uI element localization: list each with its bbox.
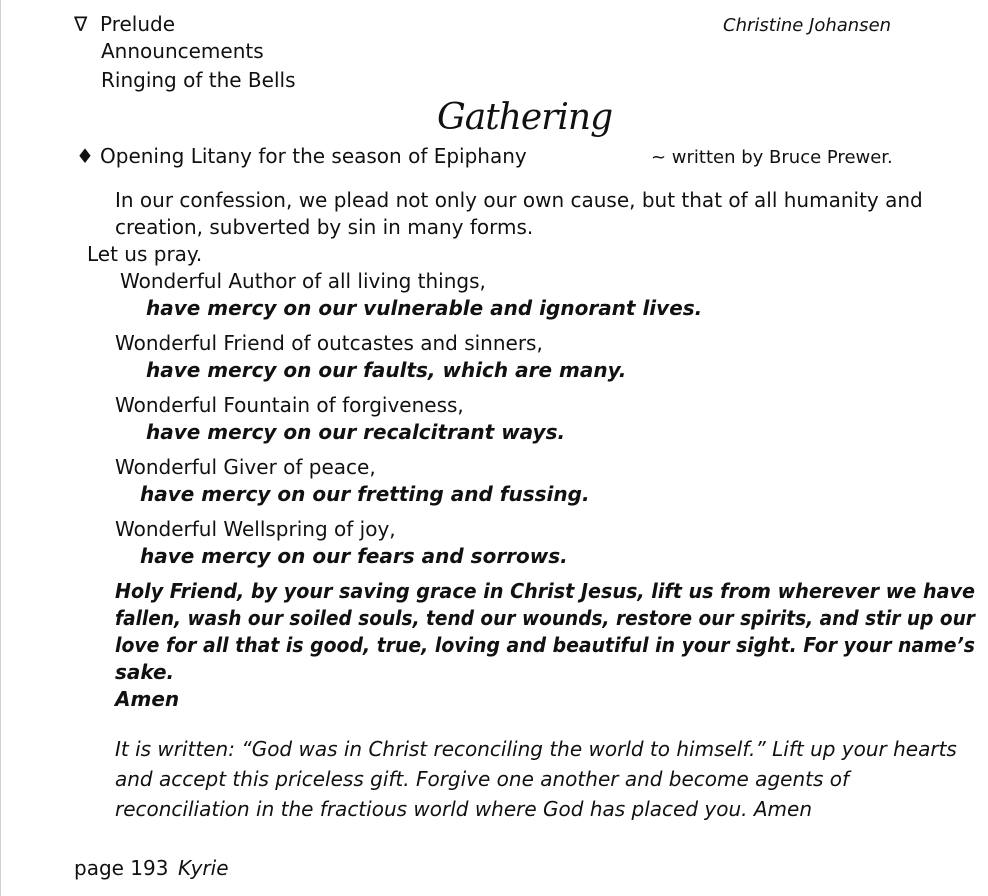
prelude-marker: ∇	[74, 12, 88, 36]
prayer-amen: Amen	[115, 687, 180, 711]
section-heading: Gathering	[437, 97, 613, 138]
leader-line-3: Wonderful Fountain of forgiveness,	[115, 393, 464, 417]
assurance-line-3: reconciliation in the fractious world where God has placed you. Amen	[115, 797, 813, 821]
prayer-line-2: fallen, wash our soiled souls, tend our wounds, restore our spirits, and stir up our	[115, 606, 975, 630]
hymnal-page-ref: page 193	[74, 856, 169, 880]
intro-line-2: creation, subverted by sin in many forms.	[115, 215, 534, 239]
leader-line-1: Wonderful Author of all living things,	[120, 269, 486, 293]
prayer-line-3: love for all that is good, true, loving and beautiful in your sight. For your name’s	[115, 633, 975, 657]
leader-line-5: Wonderful Wellspring of joy,	[115, 517, 396, 541]
prayer-line-4: sake.	[115, 660, 175, 684]
leader-line-2: Wonderful Friend of outcastes and sinners,	[115, 331, 543, 355]
prayer-line-1: Holy Friend, by your saving grace in Christ Jesus, lift us from wherever we have	[115, 579, 976, 603]
people-response-2: have mercy on our faults, which are many.	[146, 358, 627, 382]
intro-line-1: In our confession, we plead not only our own cause, but that of all humanity and	[115, 188, 923, 212]
assurance-line-2: and accept this priceless gift. Forgive one another and become agents of	[115, 767, 850, 791]
people-response-4: have mercy on our fretting and fussing.	[140, 482, 590, 506]
people-response-3: have mercy on our recalcitrant ways.	[146, 420, 566, 444]
announcements-label: Announcements	[101, 39, 264, 63]
prelude-label: Prelude	[100, 12, 176, 36]
people-response-5: have mercy on our fears and sorrows.	[140, 544, 568, 568]
prelude-performer: Christine Johansen	[723, 15, 892, 36]
let-us-pray: Let us pray.	[87, 242, 203, 266]
leader-line-4: Wonderful Giver of peace,	[115, 455, 376, 479]
next-item-kyrie: Kyrie	[178, 856, 229, 880]
litany-title: Opening Litany for the season of Epiphany	[100, 144, 527, 168]
people-response-1: have mercy on our vulnerable and ignorant lives.	[146, 296, 703, 320]
bells-label: Ringing of the Bells	[101, 68, 296, 92]
litany-attribution: ~ written by Bruce Prewer.	[651, 147, 893, 168]
litany-marker: ♦	[76, 144, 94, 168]
assurance-line-1: It is written: “God was in Christ reconciling the world to himself.” Lift up your hearts	[115, 737, 957, 761]
